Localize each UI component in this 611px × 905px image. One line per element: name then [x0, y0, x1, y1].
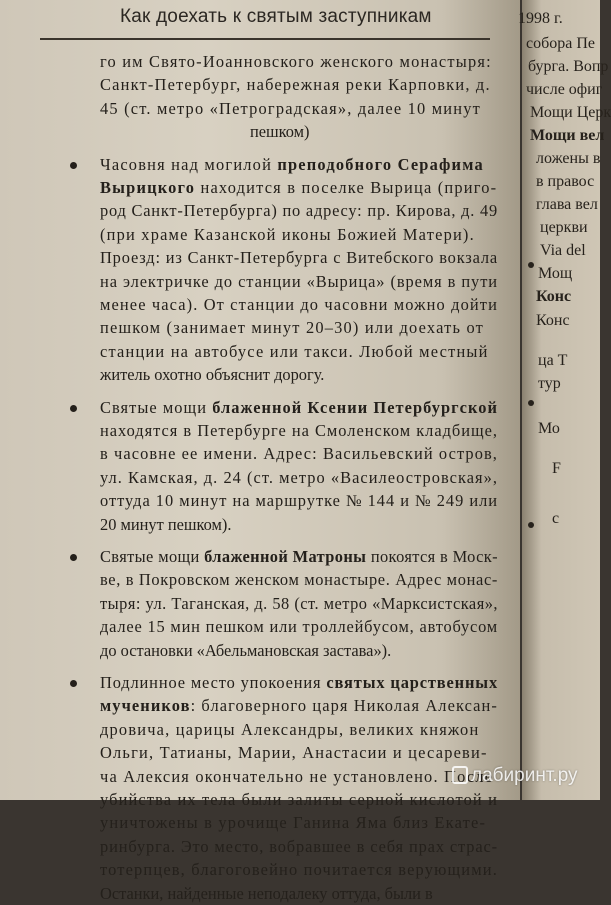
- text-line: Ольги, Татианы, Марии, Анастасии и цесареви-: [100, 743, 488, 763]
- adjacent-page-text: ца Т: [538, 352, 568, 369]
- running-head: Как доехать к святым заступникам: [120, 6, 432, 27]
- watermark-logo-icon: [452, 766, 468, 784]
- text-line: менее часа). От станции до часовни можно дойти: [100, 295, 498, 314]
- text-line: Проезд: из Санкт-Петербурга с Витебского вокзала: [100, 248, 498, 268]
- text-line: находятся в Петербурге на Смоленском кладбище,: [100, 421, 498, 440]
- text-line: род Санкт-Петербурга) по адресу: пр. Кирова, д. 49: [100, 201, 498, 221]
- bold-term: Вырицкого: [100, 178, 196, 197]
- bullet: [70, 162, 77, 169]
- watermark: [452, 765, 578, 787]
- text-line: тотерпцев, благоговейно почитается верующими.: [100, 860, 498, 880]
- header-rule: [40, 38, 490, 40]
- text-line: Часовня над могилой преподобного Серафима: [100, 154, 484, 174]
- text-line: ринбурга. Это место, вобравшее в себя прах страс-: [100, 836, 498, 856]
- adjacent-page-text: Мо: [538, 420, 560, 437]
- text-line: Вырицкого находится в поселке Вырица (приго-: [100, 178, 498, 197]
- text-line: Останки, найденные неподалеку оттуда, были в: [100, 883, 433, 903]
- text-line: оттуда 10 минут на маршрутке № 144 и № 249 или: [100, 491, 498, 511]
- text-line: станции на автобусе или такси. Любой местный: [100, 341, 489, 361]
- bold-term: преподобного Серафима: [277, 154, 484, 174]
- adjacent-page-text: тур: [538, 375, 561, 392]
- bold-term: блаженной Ксении Петербургской: [212, 397, 498, 417]
- text-line: ве, в Покровском женском монастыре. Адрес монас-: [100, 570, 498, 590]
- adjacent-page-text: бурга. Вопр: [528, 58, 609, 75]
- text-line: житель охотно объяснит дорогу.: [100, 365, 325, 385]
- text-line: до остановки «Абельмановская застава»).: [100, 640, 392, 660]
- text-line: Подлинное место упокоения святых царственных: [100, 673, 499, 692]
- adjacent-page-text: собора Пе: [526, 35, 595, 52]
- text-line: Святые мощи блаженной Матроны покоятся в Моск-: [100, 547, 498, 566]
- adjacent-page-text: Мощ: [538, 265, 573, 282]
- bold-term: мучеников: [100, 696, 191, 716]
- text-line: ул. Камская, д. 24 (ст. метро «Василеостровская»,: [100, 467, 498, 487]
- adjacent-page-text: в правос: [536, 173, 595, 190]
- bold-term: святых царственных: [326, 673, 499, 692]
- adjacent-page-bullet: [528, 262, 534, 268]
- adjacent-page-text: 1998 г.: [518, 10, 563, 27]
- text-line: пешком): [250, 122, 310, 142]
- text-line: тыря: ул. Таганская, д. 58 (ст. метро «Марксистская»,: [100, 593, 498, 613]
- text-line: ча Алексия окончательно не установлено. После: [100, 766, 494, 786]
- adjacent-page-text: глава вел: [536, 196, 598, 213]
- text-line: далее 15 мин пешком или троллейбусом, автобусом: [100, 617, 498, 637]
- bullet: [70, 405, 77, 412]
- text-line: пешком (занимает минут 20–30) или доехать от: [100, 318, 484, 338]
- bullet: [70, 680, 77, 687]
- text-line: убийства их тела были залиты серной кислотой и: [100, 790, 498, 809]
- watermark-text: лабиринт.ру: [471, 765, 578, 786]
- adjacent-page-bullet: [528, 522, 534, 528]
- text-line: уничтожены в урочище Ганина Яма близ Екате-: [100, 813, 487, 833]
- text-line: на электричке до станции «Вырица» (время в пути: [100, 271, 498, 291]
- text-line: в часовне ее имени. Адрес: Васильевский остров,: [100, 444, 498, 464]
- adjacent-page-text: ложены в: [536, 150, 601, 167]
- bold-term: блаженной Матроны: [204, 547, 367, 566]
- adjacent-page-text: числе офиг: [526, 81, 603, 98]
- adjacent-page-bullet: [528, 400, 534, 406]
- adjacent-page-text: Мощи Церк: [530, 104, 611, 121]
- text-line: (при храме Казанской иконы Божией Матери).: [100, 224, 475, 244]
- text-line: го им Свято-Иоанновского женского монастыря:: [100, 52, 492, 71]
- adjacent-page-text: церкви: [540, 219, 588, 236]
- text-line: Санкт-Петербург, набережная реки Карповки, д.: [100, 75, 491, 95]
- adjacent-page-text: Конс: [536, 288, 572, 305]
- text-line: мучеников: благоверного царя Николая Алексан-: [100, 696, 498, 716]
- text-line: Святые мощи блаженной Ксении Петербургской: [100, 397, 498, 417]
- adjacent-page-text: Via del: [540, 242, 586, 259]
- text-line: дровича, царицы Александры, великих княжон: [100, 719, 480, 739]
- adjacent-page-text: F: [552, 460, 561, 477]
- adjacent-page-edge: [518, 0, 611, 800]
- text-line: 45 (ст. метро «Петроградская», далее 10 минут: [100, 98, 481, 118]
- adjacent-page-text: с: [552, 510, 560, 527]
- text-line: 20 минут пешком).: [100, 514, 232, 534]
- adjacent-page-text: Мощи вел: [530, 127, 605, 144]
- bullet: [70, 554, 77, 561]
- adjacent-page-text: Конс: [536, 312, 570, 329]
